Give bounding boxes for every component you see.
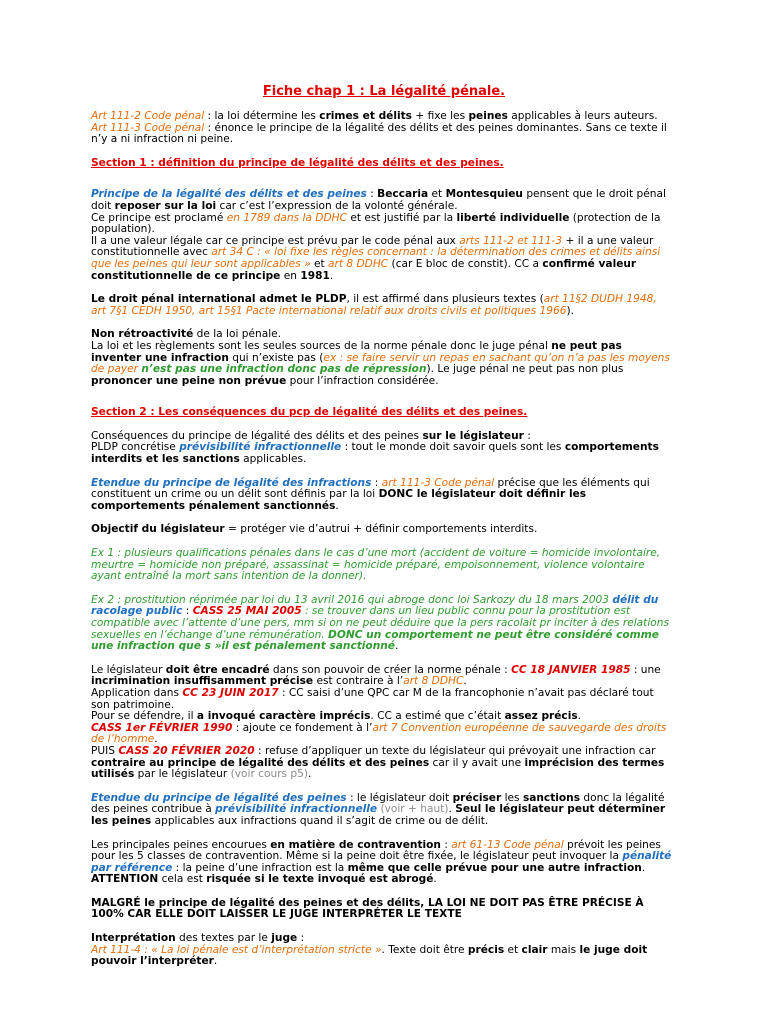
paragraph-cass-2020 [91, 746, 675, 781]
text-bold: a invoqué caractère imprécis [196, 710, 371, 723]
case-ref: CC 23 JUIN 2017 [182, 686, 279, 699]
text-bold: doit être encadré [165, 663, 270, 676]
ref: art 34 C : « loi fixe les règles concernant : la détermination des crimes et délits ainsi que les peines qui leur sont applicables » [91, 246, 661, 270]
section-2-heading [91, 407, 675, 419]
text: , il est affirmé dans plusieurs textes ( [346, 293, 544, 306]
ref: Art 111-3 Code pénal [91, 121, 205, 134]
text: et [428, 188, 446, 201]
text: par le législateur [134, 768, 231, 781]
text-bold: Objectif du législateur [91, 523, 225, 536]
text: qui n’existe pas ( [228, 351, 324, 364]
text: . [213, 955, 218, 968]
ref: art 111-3 Code pénal [381, 476, 495, 489]
paragraph-legislateur [91, 665, 675, 688]
text: applicables aux infractions quand il s’agit de crime ou de délit. [151, 814, 489, 827]
text: cela est [158, 873, 207, 886]
text: car c’est l’expression de la volonté générale. [216, 199, 458, 212]
text: . CC a estimé que c’était [370, 710, 505, 723]
text-bold: en matière de contravention [270, 838, 441, 851]
text: . [433, 873, 437, 886]
ref: arts 111-2 et 111-3 [459, 234, 563, 247]
text-bold: MALGRÉ le principe de légalité des peines et des délits, LA LOI NE DOIT PAS ÊTRE PRÉCISE À 100% CAR ELLE DOIT LAISSER LE JUGE INTERPRÉTER LE TEXTE [91, 896, 644, 921]
text: est contraire à l’ [313, 675, 404, 688]
paragraph-attention [91, 874, 675, 886]
text: mais [547, 943, 580, 956]
text: applicables. [239, 453, 307, 466]
ref: art 11§2 DUDH 1948, art 7§1 CEDH 1950, art 15§1 Pacte international relatif aux droits civils et politiques 1966 [91, 293, 657, 317]
text: précise que les éléments qui constituent un crime ou un délit sont définis par la loi [91, 476, 650, 501]
text-bold: même que celle prévue pour une autre infraction [347, 861, 642, 874]
text: Le législateur [91, 663, 166, 676]
text: applicables à leurs auteurs. [507, 110, 658, 122]
text: + fixe les [412, 110, 469, 122]
paragraph-proclame [91, 213, 675, 236]
text: car il y avait une [429, 756, 525, 769]
text-bold: risquée si le texte invoqué est abrogé [206, 873, 434, 886]
text: ). Le juge pénal ne peut pas non plus [426, 363, 624, 376]
paragraph-valeur [91, 236, 675, 282]
text: et [504, 943, 522, 956]
text: ). [566, 304, 575, 317]
text: . [329, 269, 334, 282]
text-bold: Interprétation [91, 932, 176, 945]
text: de la loi pénale. [193, 328, 282, 341]
paragraph-art-111-4 [91, 945, 675, 968]
example: : se trouver dans un lieu public connu pour la prostitution est compatible avec l’attente d’une pers, mm si on ne peut déduire que la pers racolait pr inciter à des relations sexuelles en l’échange d’une rémunération. [91, 605, 669, 641]
paragraph-international [91, 294, 675, 317]
text: . [641, 861, 646, 874]
text-bold: prononcer une peine non prévue [91, 374, 287, 387]
ref: art 8 DDHC [403, 675, 464, 688]
text: : CC saisi d’une QPC car M de la francophonie n’avait pas déclaré tout son patrimoine. [91, 686, 654, 711]
text-bold: DONC le législateur doit définir les comportements pénalement sanctionnés [91, 488, 587, 512]
text-bold: liberté individuelle [456, 211, 570, 224]
text: les [501, 791, 523, 804]
paragraph-malgre [91, 898, 675, 921]
case-ref: CASS 1er FÉVRIER 1990 [91, 721, 233, 734]
text: : [297, 932, 305, 945]
example: Ex 2 : prostitution réprimée par loi du 13 avril 2016 qui abroge donc loi Sarkozy du 18 mars 2003 [91, 593, 613, 606]
conclusion: DONC un comportement ne peut être considéré comme une infraction que s »il est pénalement sanctionné [91, 628, 659, 653]
text: : ajoute ce fondement à l’ [232, 721, 373, 734]
text-bold: préciser [452, 791, 502, 804]
text: Il a une valeur légale car ce principe est prévu par le code pénal aux [91, 234, 460, 247]
page-title: Fiche chap 1 : La légalité pénale. [262, 84, 506, 99]
section-title: Section 2 : Les conséquences du pcp de légalité des délits et des peines. [91, 406, 528, 419]
case-ref: CC 18 JANVIER 1985 [511, 663, 631, 676]
text: : [440, 838, 452, 851]
conclusion: n’est pas une infraction donc pas de répression [141, 363, 427, 376]
text: : [182, 605, 193, 618]
text: et [310, 257, 329, 270]
text-bold: crimes et délits [319, 110, 412, 122]
text-bold: peines [468, 110, 508, 122]
text-bold: contraire au principe de légalité des délits et des peines [91, 756, 430, 769]
note: (voir + haut) [377, 803, 449, 816]
paragraph-pldp [91, 442, 675, 465]
paragraph-etendue-infractions [91, 478, 675, 513]
note: (voir cours p5) [230, 768, 309, 781]
paragraph-application [91, 688, 675, 711]
text-bold: 1981 [300, 269, 330, 282]
term: prévisibilité infractionnelle [179, 441, 342, 454]
ref: art 8 DDHC [328, 257, 389, 270]
text: . [154, 733, 158, 746]
text: . [394, 640, 399, 653]
paragraph-etendue-peines [91, 793, 675, 828]
text-bold: reposer sur la loi [114, 199, 217, 212]
text: pensent que le droit pénal doit [91, 188, 666, 212]
text: : refuse d’appliquer un texte du législateur qui prévoyait une infraction car [254, 744, 656, 757]
paragraph-example-1 [91, 548, 675, 583]
text: : tout le monde doit savoir quels sont les [341, 441, 565, 454]
text: prévoit les peines pour les 5 classes de contravention. Même si la peine doit être fixée, le législateur peut invoquer la [91, 838, 661, 863]
term: Principe de la légalité des délits et des peines [91, 188, 367, 201]
text: PUIS [91, 744, 119, 757]
text: . [577, 710, 582, 723]
text: + il a une valeur constitutionnelle avec [91, 234, 654, 259]
ref: art 61-13 Code pénal [451, 838, 564, 851]
text: . Texte doit être [381, 943, 468, 956]
text: dans son pouvoir de créer la norme pénale : [269, 663, 512, 676]
paragraph-cass-1990 [91, 723, 675, 746]
text: : une [630, 663, 661, 676]
document-body [91, 111, 675, 968]
text-bold: sanctions [522, 791, 581, 804]
text: . [463, 675, 467, 688]
ref: Art 111-2 Code pénal [91, 110, 205, 122]
text: et est justifié par la [346, 211, 457, 224]
text: : [366, 188, 378, 201]
section-title: Section 1 : définition du principe de légalité des délits et des peines. [91, 156, 504, 169]
text-bold: Seul le législateur peut déterminer les peines [91, 803, 666, 827]
text: pour l’infraction considérée. [286, 374, 439, 387]
text: Pour se défendre, il [91, 710, 197, 723]
term: Etendue du principe de légalité des peines [91, 791, 347, 804]
text: (protection de la population). [91, 211, 661, 236]
term: délit du racolage public [91, 593, 659, 618]
text-bold: Non rétroactivité [91, 328, 194, 341]
paragraph-example-2 [91, 595, 675, 653]
text: . [448, 803, 456, 816]
text-bold: le juge doit pouvoir l’interpréter [91, 943, 648, 968]
text: Les principales peines encourues [91, 838, 271, 851]
case-ref: CASS 20 FÉVRIER 2020 [118, 744, 255, 757]
ref: Art 111-4 : « La loi pénale est d’interprétation stricte » [91, 943, 382, 956]
text-bold: clair [521, 943, 548, 956]
paragraph-contravention [91, 840, 675, 875]
text-bold: sur le législateur [422, 429, 524, 442]
paragraph-principe [91, 189, 675, 212]
text: : le législateur doit [346, 791, 453, 804]
text-bold: Beccaria [377, 188, 429, 201]
text: PLDP concrétise [91, 441, 180, 454]
text: des textes par le [175, 932, 272, 945]
text-bold: confirmé valeur constitutionnelle de ce principe [91, 257, 637, 282]
text: Ce principe est proclamé [91, 211, 227, 224]
text-bold: Le droit pénal international admet le PLDP [91, 293, 347, 306]
paragraph-objectif [91, 524, 675, 536]
text: : énonce le principe de la légalité des délits et des peines dominantes. Sans ce texte il n’y a ni infraction ni peine. [91, 121, 667, 146]
term: pénalité par référence [91, 850, 672, 874]
term: Etendue du principe de légalité des infractions [91, 476, 372, 489]
text-bold: ATTENTION [91, 873, 159, 886]
text-bold: comportements interdits et les sanctions [91, 441, 659, 466]
text: Application dans [91, 686, 183, 699]
text-bold: ne peut pas inventer une infraction [91, 339, 622, 364]
term: prévisibilité infractionnelle [215, 803, 378, 816]
text: : [371, 476, 382, 489]
text: . [308, 768, 312, 781]
text-bold: juge [271, 932, 298, 945]
text: La loi et les règlements sont les seules sources de la norme pénale donc le juge pénal [91, 339, 552, 352]
case-ref: CASS 25 MAI 2005 [192, 605, 302, 618]
text: en [280, 269, 301, 282]
example: Ex 1 : plusieurs qualifications pénales dans le cas d’une mort (accident de voiture = homicide involontaire, meurtre = homicide non préparé, assassinat = homicide préparé, empoisonnement, violence volontaire ayant entraîné la mort sans intention de la donner). [91, 547, 661, 583]
text: donc la légalité des peines contribue à [91, 791, 665, 816]
text: . [335, 499, 339, 512]
text-bold: précis [467, 943, 505, 956]
text: : la peine d’une infraction est la [172, 861, 348, 874]
section-1-heading [91, 158, 675, 170]
paragraph-loi-reglements [91, 341, 675, 387]
example: ex : se faire servir un repas en sachant qu’on n’a pas les moyens de payer [91, 351, 670, 376]
text-bold: Montesquieu [445, 188, 523, 201]
text: : [523, 429, 531, 442]
text: = protéger vie d’autrui + définir comportements interdits. [224, 523, 538, 536]
text-bold: imprécision des termes utilisés [91, 756, 665, 781]
text: Conséquences du principe de légalité des délits et des peines [91, 429, 423, 442]
ref: en 1789 dans la DDHC [226, 211, 347, 224]
text: : la loi détermine les [204, 110, 320, 122]
text-bold: incrimination insuffisamment précise [91, 675, 314, 688]
paragraph-art-111-3 [91, 123, 675, 146]
text-bold: assez précis [504, 710, 578, 723]
text: (car E bloc de constit). CC a [388, 257, 543, 270]
ref: art 7 Convention européenne de sauvegarde des droits de l’homme [91, 721, 667, 746]
